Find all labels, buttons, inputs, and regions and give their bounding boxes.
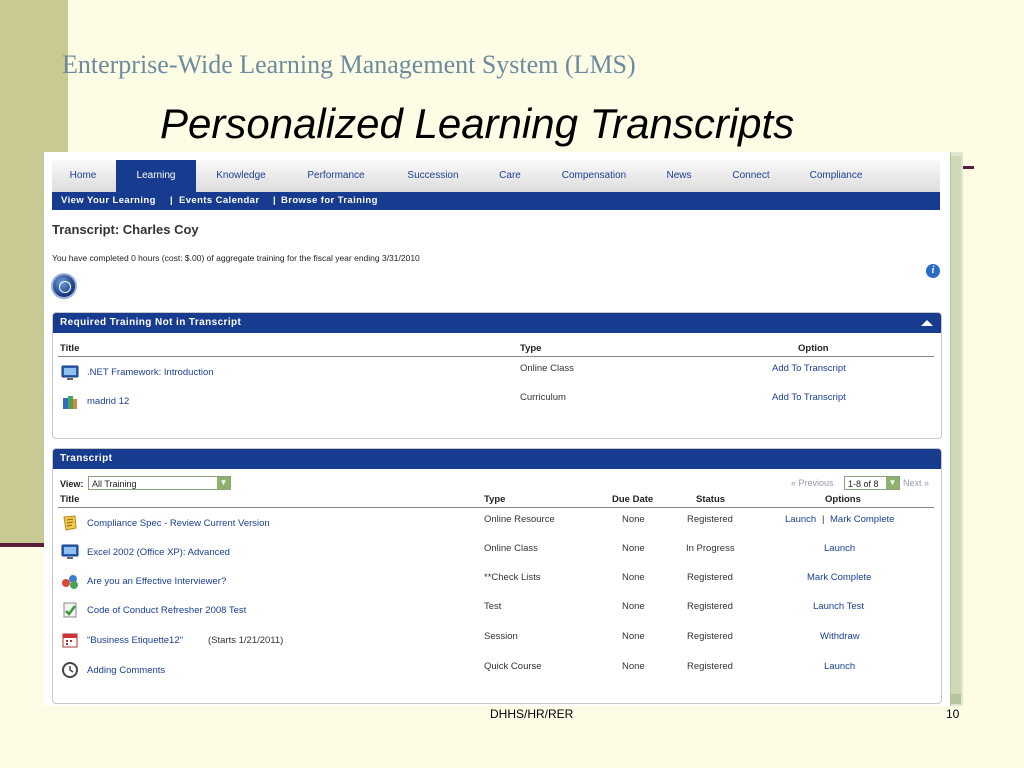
sub-nav bbox=[52, 192, 940, 210]
session-start-date: (Starts 1/21/2011) bbox=[208, 635, 284, 646]
launch-link[interactable]: Launch bbox=[824, 661, 856, 672]
column-header-title: Title bbox=[60, 494, 80, 505]
monitor-icon bbox=[61, 364, 79, 382]
info-icon[interactable]: i bbox=[926, 264, 940, 278]
tab-performance[interactable]: Performance bbox=[307, 170, 365, 181]
required-type: Curriculum bbox=[520, 392, 566, 403]
subnav-separator: | bbox=[273, 195, 277, 206]
training-summary: You have completed 0 hours (cost: $.00) of aggregate training for the fiscal year ending 3/31/2010 bbox=[52, 253, 420, 263]
view-filter-select[interactable] bbox=[88, 476, 231, 490]
subnav-events-calendar[interactable]: Events Calendar bbox=[179, 195, 260, 206]
pager-previous[interactable]: « Previous bbox=[791, 478, 834, 488]
tab-succession[interactable]: Succession bbox=[407, 170, 459, 181]
slide-decor-line-right bbox=[962, 166, 974, 169]
monitor-icon bbox=[61, 543, 79, 561]
transcript-due-date: None bbox=[622, 661, 645, 672]
transcript-type: Quick Course bbox=[484, 661, 542, 672]
transcript-title-link[interactable]: Excel 2002 (Office XP): Advanced bbox=[87, 547, 230, 558]
transcript-status: Registered bbox=[687, 601, 733, 612]
pager-select[interactable] bbox=[844, 476, 900, 490]
transcript-type: Test bbox=[484, 601, 502, 612]
transcript-due-date: None bbox=[622, 543, 645, 554]
header-divider bbox=[58, 507, 934, 508]
transcript-title-link[interactable]: Are you an Effective Interviewer? bbox=[87, 576, 227, 587]
view-label: View: bbox=[60, 479, 84, 489]
clock-icon bbox=[61, 661, 79, 679]
column-header-type: Type bbox=[520, 343, 542, 354]
transcript-title-link[interactable]: "Business Etiquette12" bbox=[87, 635, 183, 646]
column-header-status: Status bbox=[696, 494, 726, 505]
calendar-icon bbox=[61, 631, 79, 649]
column-header-options: Options bbox=[825, 494, 861, 505]
launch-link[interactable]: Launch bbox=[785, 514, 817, 525]
panel-title: Required Training Not in Transcript bbox=[60, 317, 242, 328]
chevron-down-icon[interactable]: ▼ bbox=[886, 477, 899, 489]
slide-subtitle: Enterprise-Wide Learning Management System (LMS) bbox=[62, 50, 636, 79]
transcript-title-link[interactable]: Code of Conduct Refresher 2008 Test bbox=[87, 605, 247, 616]
panel-title: Transcript bbox=[60, 453, 113, 464]
scrollbar-thumb[interactable] bbox=[951, 156, 961, 696]
header-divider bbox=[58, 356, 934, 357]
mark-complete-link[interactable]: Mark Complete bbox=[830, 514, 895, 525]
column-header-type: Type bbox=[484, 494, 506, 505]
checklist-icon bbox=[61, 572, 79, 590]
scroll-down-arrow[interactable] bbox=[951, 694, 961, 704]
transcript-due-date: None bbox=[622, 572, 645, 583]
tab-care[interactable]: Care bbox=[499, 170, 521, 181]
slide-decor-line bbox=[0, 543, 48, 547]
tab-connect[interactable]: Connect bbox=[732, 170, 770, 181]
launch-test-link[interactable]: Launch Test bbox=[813, 601, 865, 612]
transcript-due-date: None bbox=[622, 601, 645, 612]
transcript-status: Registered bbox=[687, 572, 733, 583]
slide-title: Personalized Learning Transcripts bbox=[160, 100, 795, 147]
column-header-option: Option bbox=[798, 343, 829, 354]
panel-header bbox=[53, 313, 941, 333]
tab-home[interactable]: Home bbox=[69, 170, 97, 181]
tab-learning[interactable]: Learning bbox=[116, 160, 196, 192]
add-to-transcript-link[interactable]: Add To Transcript bbox=[772, 363, 846, 374]
column-header-due-date: Due Date bbox=[612, 494, 654, 505]
slide-footer: DHHS/HR/RER bbox=[490, 707, 574, 721]
tab-compensation[interactable]: Compensation bbox=[561, 170, 627, 181]
tab-knowledge[interactable]: Knowledge bbox=[216, 170, 266, 181]
transcript-type: Online Class bbox=[484, 543, 538, 554]
transcript-type: Online Resource bbox=[484, 514, 555, 525]
tab-compliance[interactable]: Compliance bbox=[809, 170, 863, 181]
slide-page-number: 10 bbox=[946, 707, 960, 721]
mark-complete-link[interactable]: Mark Complete bbox=[807, 572, 872, 583]
collapse-icon[interactable] bbox=[921, 320, 933, 326]
required-title-link[interactable]: .NET Framework: Introduction bbox=[87, 367, 214, 378]
globe-icon[interactable] bbox=[51, 273, 77, 299]
chevron-down-icon[interactable]: ▼ bbox=[217, 477, 230, 489]
transcript-title-link[interactable]: Compliance Spec - Review Current Version bbox=[87, 518, 270, 529]
transcript-title-link[interactable]: Adding Comments bbox=[87, 665, 166, 676]
transcript-type: Session bbox=[484, 631, 518, 642]
pager-value: 1-8 of 8 bbox=[848, 479, 879, 489]
curriculum-icon bbox=[61, 393, 79, 411]
withdraw-link[interactable]: Withdraw bbox=[820, 631, 860, 642]
top-nav bbox=[52, 160, 940, 193]
transcript-status: Registered bbox=[687, 514, 733, 525]
pager-next[interactable]: Next » bbox=[903, 478, 930, 488]
test-icon bbox=[61, 601, 79, 619]
panel-header bbox=[53, 449, 941, 469]
tab-news[interactable]: News bbox=[666, 170, 692, 181]
options-separator: | bbox=[822, 514, 825, 525]
add-to-transcript-link[interactable]: Add To Transcript bbox=[772, 392, 846, 403]
transcript-heading: Transcript: Charles Coy bbox=[52, 222, 199, 237]
resource-icon bbox=[61, 514, 79, 532]
transcript-due-date: None bbox=[622, 514, 645, 525]
launch-link[interactable]: Launch bbox=[824, 543, 856, 554]
required-title-link[interactable]: madrid 12 bbox=[87, 396, 130, 407]
subnav-view-your-learning[interactable]: View Your Learning bbox=[61, 195, 156, 206]
subnav-separator: | bbox=[170, 195, 174, 206]
required-type: Online Class bbox=[520, 363, 574, 374]
view-filter-value: All Training bbox=[92, 479, 137, 489]
transcript-status: Registered bbox=[687, 661, 733, 672]
transcript-status: In Progress bbox=[686, 543, 735, 554]
column-header-title: Title bbox=[60, 343, 80, 354]
subnav-browse-for-training[interactable]: Browse for Training bbox=[281, 195, 378, 206]
transcript-status: Registered bbox=[687, 631, 733, 642]
transcript-due-date: None bbox=[622, 631, 645, 642]
transcript-type: **Check Lists bbox=[484, 572, 541, 583]
